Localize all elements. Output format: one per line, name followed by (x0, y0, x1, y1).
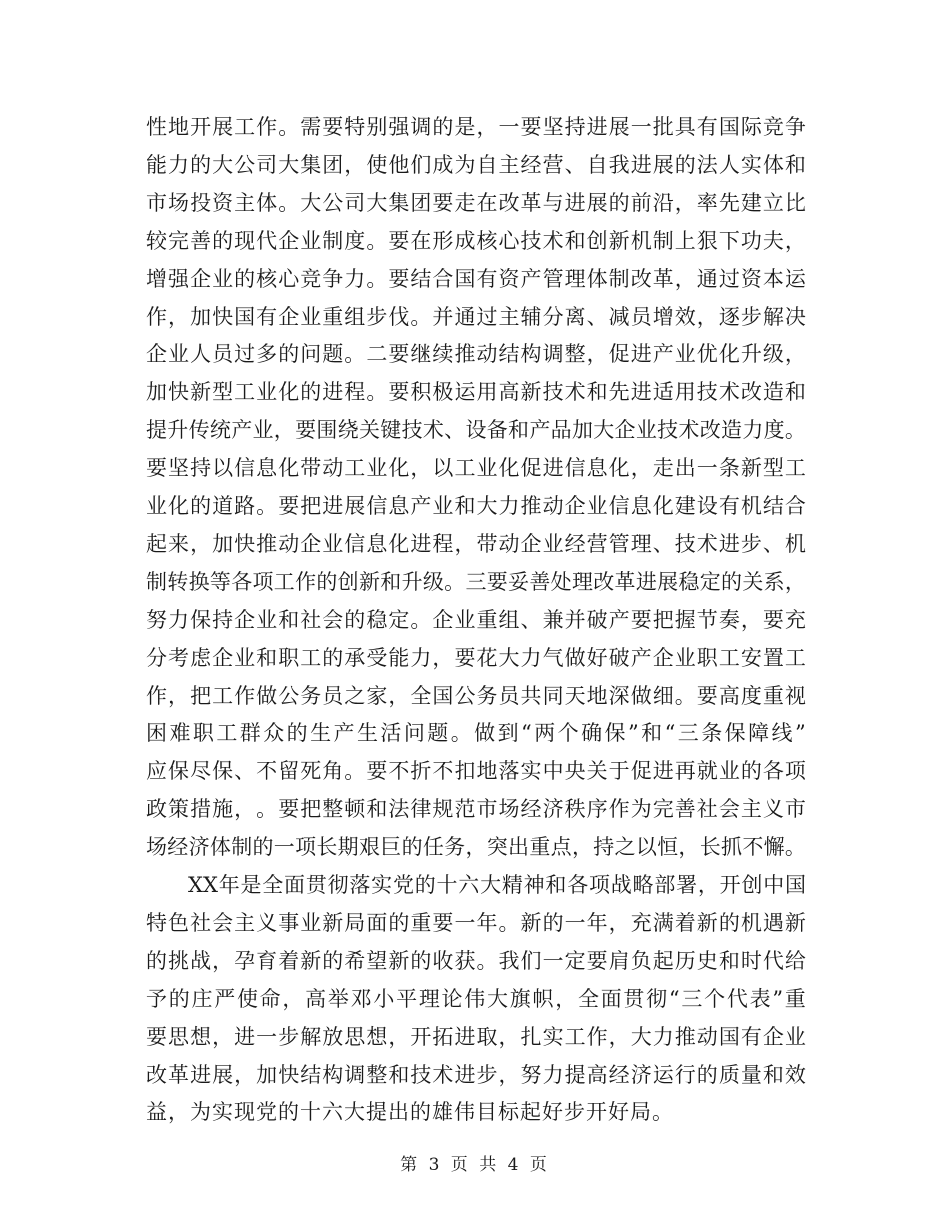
paragraph-line: XX 年 是 全 面 贯 彻 落 实 党 的 十 六 大 精 神 和 各 项 战 略 部 署 ， 开 创 中 国 (188, 873, 806, 897)
paragraph-line: 要 思 想 ， 进 一 步 解 放 思 想 ， 开 拓 进 取 ， 扎 实 工 作 ， 大 力 推 动 国 有 企 业 (146, 1024, 806, 1049)
paragraph-line: 改 革 进 展 ， 加 快 结 构 调 整 和 技 术 进 步 ， 努 力 提 高 经 济 运 行 的 质 量 和 效 (146, 1062, 806, 1087)
paragraph-line: 努 力 保 持 企 业 和 社 会 的 稳 定 。 企 业 重 组 、 兼 并 破 产 要 把 握 节 奏 ， 要 充 (146, 607, 806, 632)
paragraph-line: 企 业 人 员 过 多 的 问 题 。 二 要 继 续 推 动 结 构 调 整 ， 促 进 产 业 优 化 升 级 ， (146, 342, 806, 367)
paragraph-line: 应 保 尽 保 、 不 留 死 角 。 要 不 折 不 扣 地 落 实 中 央 关 于 促 进 再 就 业 的 各 项 (146, 759, 806, 784)
paragraph-line: 加 快 新 型 工 业 化 的 进 程 。 要 积 极 运 用 高 新 技 术 和 先 进 适 用 技 术 改 造 和 (146, 380, 806, 405)
paragraph-line: 市 场 投 资 主 体 。 大 公 司 大 集 团 要 走 在 改 革 与 进 展 的 前 沿 ， 率 先 建 立 比 (146, 190, 806, 215)
page-number-footer: 第 3 页 共 4 页 (400, 1155, 550, 1175)
paragraph-line: 特 色 社 会 主 义 事 业 新 局 面 的 重 要 一 年 。 新 的 一 年 ， 充 满 着 新 的 机 遇 新 (146, 910, 806, 935)
paragraph-line: 作 ， 把 工 作 做 公 务 员 之 家 ， 全 国 公 务 员 共 同 天 地 深 做 细 。 要 高 度 重 视 (146, 683, 806, 708)
paragraph-line: 场 经 济 体 制 的 一 项 长 期 艰 巨 的 任 务 ， 突 出 重 点 ， 持 之 以 恒 ， 长 抓 不 懈 。 (146, 835, 806, 860)
paragraph-line: 予 的 庄 严 使 命 ， 高 举 邓 小 平 理 论 伟 大 旗 帜 ， 全 面 贯 彻 “ 三 个 代 表 ” 重 (146, 986, 806, 1011)
paragraph-line: 困 难 职 工 群 众 的 生 产 生 活 问 题 。 做 到 “ 两 个 确 保 ” 和 “ 三 条 保 障 线 ” (146, 721, 806, 746)
paragraph-line: 增 强 企 业 的 核 心 竞 争 力 。 要 结 合 国 有 资 产 管 理 体 制 改 革 ， 通 过 资 本 运 (146, 266, 806, 291)
paragraph-line: 益，为实现党的十六大提出的雄伟目标起好步开好局。 (146, 1100, 674, 1125)
paragraph-line: 能 力 的 大 公 司 大 集 团 ， 使 他 们 成 为 自 主 经 营 、 自 我 进 展 的 法 人 实 体 和 (146, 152, 806, 177)
paragraph-line: 业 化 的 道 路 。 要 把 进 展 信 息 产 业 和 大 力 推 动 企 业 信 息 化 建 设 有 机 结 合 (146, 494, 806, 518)
paragraph-line: 较 完 善 的 现 代 企 业 制 度 。 要 在 形 成 核 心 技 术 和 创 新 机 制 上 狠 下 功 夫 ， (146, 228, 806, 253)
paragraph-line: 要 坚 持 以 信 息 化 带 动 工 业 化 ， 以 工 业 化 促 进 信 息 化 ， 走 出 一 条 新 型 工 (146, 456, 806, 481)
paragraph-line: 作 ， 加 快 国 有 企 业 重 组 步 伐 。 并 通 过 主 辅 分 离 、 减 员 增 效 ， 逐 步 解 决 (146, 304, 806, 329)
paragraph-line: 制 转 换 等 各 项 工 作 的 创 新 和 升 级 。 三 要 妥 善 处 理 改 革 进 展 稳 定 的 关 系 ， (146, 569, 806, 594)
paragraph-line: 的 挑 战 ， 孕 育 着 新 的 希 望 新 的 收 获 。 我 们 一 定 要 肩 负 起 历 史 和 时 代 给 (146, 948, 806, 973)
paragraph-line: 分 考 虑 企 业 和 职 工 的 承 受 能 力 ， 要 花 大 力 气 做 好 破 产 企 业 职 工 安 置 工 (146, 645, 806, 670)
paragraph-line: 起 来 ， 加 快 推 动 企 业 信 息 化 进 程 ， 带 动 企 业 经 营 管 理 、 技 术 进 步 、 机 (146, 531, 806, 556)
paragraph-line: 提 升 传 统 产 业 ， 要 围 绕 关 键 技 术 、 设 备 和 产 品 加 大 企 业 技 术 改 造 力 度 。 (146, 418, 806, 443)
paragraph-line: 政 策 措 施 ， 。 要 把 整 顿 和 法 律 规 范 市 场 经 济 秩 序 作 为 完 善 社 会 主 义 市 (146, 797, 806, 822)
paragraph-line: 性 地 开 展 工 作 。 需 要 特 别 强 调 的 是 ， 一 要 坚 持 进 展 一 批 具 有 国 际 竞 争 (146, 115, 806, 139)
